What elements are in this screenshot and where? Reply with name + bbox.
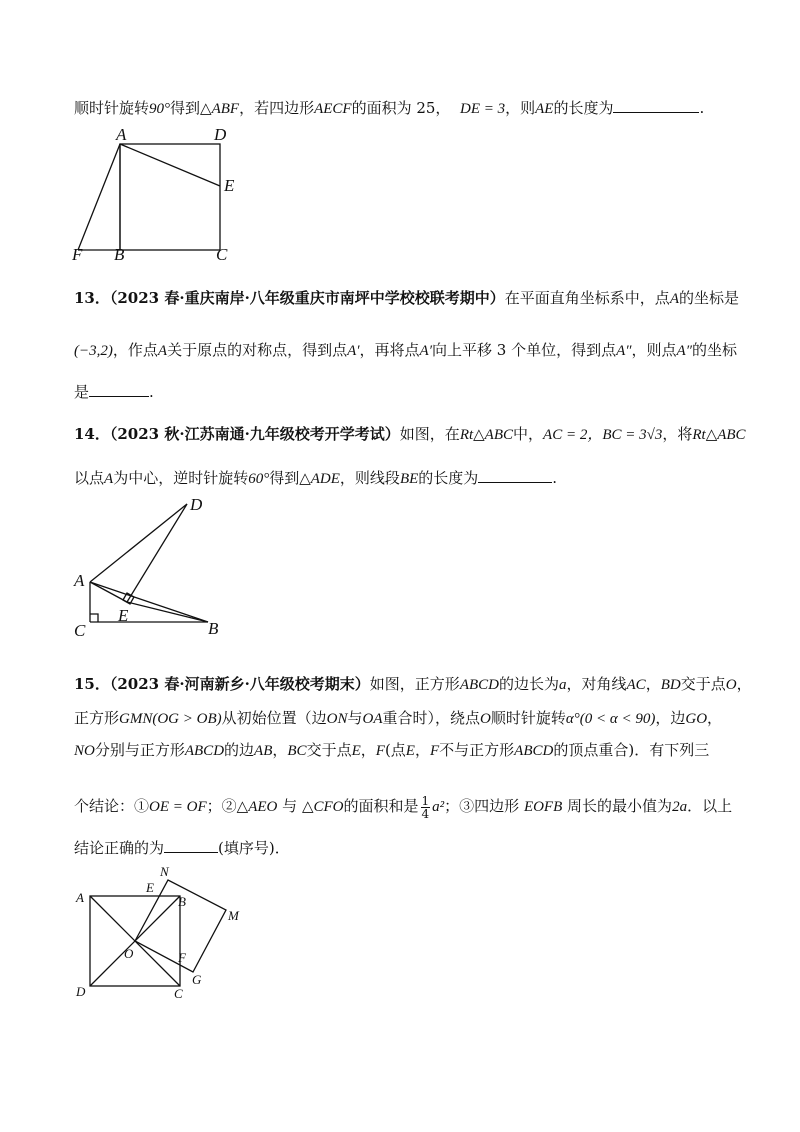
label-c: C bbox=[74, 621, 86, 640]
text: 的坐标是 bbox=[678, 289, 739, 307]
q15-line-1 bbox=[74, 674, 752, 695]
math: BE bbox=[399, 471, 419, 487]
math: GO bbox=[685, 711, 708, 727]
text: . bbox=[149, 383, 154, 401]
q15-line-5 bbox=[74, 838, 290, 858]
text: 中， bbox=[513, 425, 544, 443]
math: ABCD bbox=[184, 743, 225, 759]
math: Rt△ABC bbox=[459, 427, 514, 443]
label-c: C bbox=[216, 245, 228, 264]
math: A′ bbox=[347, 343, 360, 359]
math: O bbox=[480, 711, 491, 727]
text: 的边长为 bbox=[498, 675, 559, 693]
fraction-denominator: 4 bbox=[421, 806, 430, 821]
text: 的边 bbox=[224, 741, 255, 759]
question-source: （2023 春·重庆南岸·八年级重庆市南坪中学校校联考期中） bbox=[109, 289, 505, 307]
text: 向上平移 3 个单位，得到点 bbox=[432, 341, 617, 359]
q12-line-1 bbox=[74, 98, 704, 119]
math: a bbox=[559, 677, 567, 693]
question-number: 13． bbox=[74, 289, 110, 307]
text: ，将 bbox=[662, 425, 693, 443]
text: ， bbox=[360, 741, 376, 759]
math: (−3,2) bbox=[74, 343, 113, 359]
text: ， bbox=[645, 675, 661, 693]
q13-line-1 bbox=[74, 288, 739, 309]
text: 为中心，逆时针旋转 bbox=[113, 469, 249, 487]
segment-eb bbox=[127, 602, 208, 622]
text: 的坐标 bbox=[691, 341, 737, 359]
q15-line-2 bbox=[74, 708, 722, 729]
math: 90° bbox=[149, 101, 171, 117]
text: ，若四边形 bbox=[239, 99, 315, 117]
answer-blank[interactable] bbox=[164, 838, 218, 853]
segment-de bbox=[127, 504, 187, 602]
text: 顺时针旋转 bbox=[490, 709, 566, 727]
text: 从初始位置（边 bbox=[221, 709, 327, 727]
math: OE = OF bbox=[149, 799, 207, 815]
text: (填序号)． bbox=[218, 839, 290, 857]
math: E bbox=[405, 743, 415, 759]
q14-line-2 bbox=[74, 468, 557, 489]
math: E bbox=[351, 743, 361, 759]
text: 是 bbox=[74, 383, 90, 401]
label-a: A bbox=[74, 571, 85, 590]
text: 正方形 bbox=[74, 709, 120, 727]
question-number: 15． bbox=[74, 675, 110, 693]
text: ，对角线 bbox=[566, 675, 627, 693]
text: ， bbox=[272, 741, 288, 759]
text: ，则 bbox=[505, 99, 536, 117]
math: A bbox=[104, 471, 114, 487]
math: NO bbox=[74, 743, 95, 759]
text: 交于点 bbox=[680, 675, 726, 693]
text: 的面积和是 bbox=[343, 797, 419, 815]
label-e: E bbox=[118, 606, 129, 625]
math: BD bbox=[660, 677, 681, 693]
segment-ad bbox=[90, 504, 187, 582]
label-d: D bbox=[190, 495, 203, 514]
segment-ae bbox=[120, 144, 220, 186]
math: ABCD bbox=[514, 743, 554, 759]
q13-line-2 bbox=[74, 340, 737, 361]
q14-line-1 bbox=[74, 424, 746, 445]
label-e: E bbox=[224, 176, 235, 195]
text: 个结论：① bbox=[74, 797, 150, 815]
math: GMN(OG > OB) bbox=[119, 711, 222, 727]
label-n: N bbox=[160, 864, 169, 879]
text: 分别与正方形 bbox=[94, 741, 185, 759]
text: ， bbox=[736, 675, 752, 693]
math: A″ bbox=[676, 343, 692, 359]
text: ，边 bbox=[655, 709, 686, 727]
label-d: D bbox=[76, 984, 86, 999]
math: F bbox=[429, 743, 440, 759]
math: EOFB bbox=[523, 799, 563, 815]
square-abcd bbox=[120, 144, 220, 250]
math: A′ bbox=[419, 343, 432, 359]
math: △CFO bbox=[301, 799, 344, 815]
text: (点 bbox=[384, 741, 406, 759]
label-f: F bbox=[178, 950, 186, 965]
answer-blank[interactable] bbox=[89, 382, 149, 397]
text: 周长的最小值为 bbox=[567, 797, 673, 815]
label-a: A bbox=[76, 890, 84, 905]
text: 与 bbox=[347, 709, 363, 727]
math: △ADE bbox=[299, 471, 340, 487]
question-source: （2023 秋·江苏南通·九年级校考开学考试） bbox=[109, 425, 400, 443]
label-b: B bbox=[114, 245, 125, 264]
text: 得到 bbox=[269, 469, 300, 487]
question-source: （2023 春·河南新乡·八年级校考期末） bbox=[109, 675, 370, 693]
text: ， bbox=[707, 709, 723, 727]
math: BC bbox=[287, 743, 307, 759]
text: ， bbox=[414, 741, 430, 759]
math: Rt△ABC bbox=[692, 427, 746, 443]
q15-line-3 bbox=[74, 740, 709, 761]
text: 结论正确的为 bbox=[74, 839, 165, 857]
text: ，作点 bbox=[112, 341, 158, 359]
text: 以点 bbox=[74, 469, 105, 487]
label-f: F bbox=[72, 245, 83, 264]
math: AC = 2，BC = 3√3 bbox=[543, 427, 663, 443]
math: AECF bbox=[314, 101, 352, 117]
math: a² bbox=[432, 799, 445, 815]
text: 得到 bbox=[170, 99, 201, 117]
math: α°(0 < α < 90) bbox=[565, 711, 656, 727]
label-g: G bbox=[192, 972, 202, 987]
text: 关于原点的对称点，得到点 bbox=[167, 341, 348, 359]
answer-blank[interactable] bbox=[478, 468, 552, 483]
text: 的长度为 bbox=[418, 469, 479, 487]
text: ．以上 bbox=[687, 797, 733, 815]
label-e: E bbox=[146, 880, 154, 895]
math: AC bbox=[626, 677, 646, 693]
text: ；② bbox=[206, 797, 237, 815]
text: 在平面直角坐标系中，点 bbox=[504, 289, 670, 307]
text: ，则点 bbox=[631, 341, 677, 359]
text: ，再将点 bbox=[359, 341, 420, 359]
label-b: B bbox=[178, 894, 186, 909]
label-d: D bbox=[214, 125, 227, 144]
math: A bbox=[157, 343, 168, 359]
text: 的顶点重合)．有下列三 bbox=[553, 741, 710, 759]
text: ，则线段 bbox=[339, 469, 400, 487]
q15-line-4 bbox=[74, 794, 732, 820]
text: . bbox=[552, 469, 558, 487]
math: ABCD bbox=[459, 677, 499, 693]
label-c: C bbox=[174, 986, 183, 1001]
label-a: A bbox=[116, 125, 127, 144]
math: O bbox=[725, 677, 737, 693]
text: 如图，在 bbox=[399, 425, 460, 443]
text: 顺时针旋转 bbox=[74, 99, 150, 117]
math: F bbox=[375, 743, 385, 759]
text: 交于点 bbox=[306, 741, 352, 759]
math: OA bbox=[362, 711, 383, 727]
text: 如图，正方形 bbox=[369, 675, 460, 693]
math: A bbox=[669, 291, 679, 307]
text: ；③四边形 bbox=[444, 797, 520, 815]
text: 的长度为 bbox=[553, 99, 614, 117]
math: ON bbox=[326, 711, 348, 727]
math: 60° bbox=[248, 471, 270, 487]
math: △ABF bbox=[200, 101, 240, 117]
label-b: B bbox=[208, 619, 219, 638]
label-o: O bbox=[124, 946, 134, 961]
text: 与 bbox=[282, 797, 298, 815]
question-number: 14． bbox=[74, 425, 110, 443]
text: 不与正方形 bbox=[439, 741, 515, 759]
math: DE = 3 bbox=[459, 101, 506, 117]
answer-blank[interactable] bbox=[613, 98, 699, 113]
text: . bbox=[699, 99, 705, 117]
text: 的面积为 25， bbox=[351, 99, 451, 117]
right-angle-c bbox=[90, 614, 98, 622]
fraction bbox=[421, 795, 431, 820]
segment-ab bbox=[90, 582, 208, 622]
q12-figure bbox=[70, 124, 240, 264]
math: A″ bbox=[616, 343, 632, 359]
q15-figure bbox=[70, 862, 260, 1002]
q13-line-3 bbox=[74, 382, 154, 402]
fraction-numerator: 1 bbox=[421, 793, 430, 808]
segment-af bbox=[78, 144, 120, 250]
math: AB bbox=[254, 743, 273, 759]
math: △AEO bbox=[236, 799, 278, 815]
math: 2a bbox=[672, 799, 688, 815]
label-m: M bbox=[228, 908, 239, 923]
math: AE bbox=[535, 101, 554, 117]
text: 重合时），绕点 bbox=[382, 709, 481, 727]
q14-figure bbox=[70, 494, 240, 644]
